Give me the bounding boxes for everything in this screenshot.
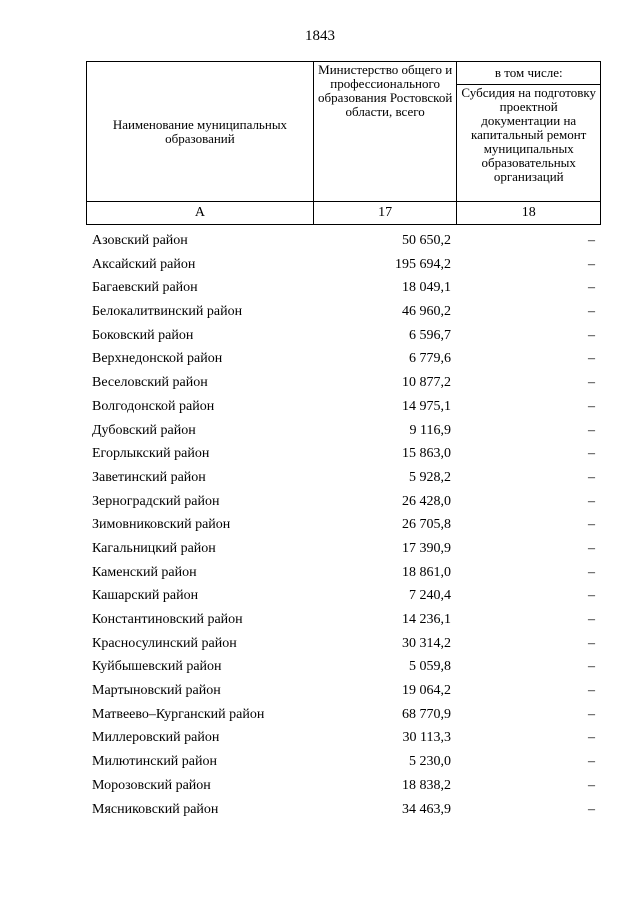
municipality-name: Волгодонской район xyxy=(92,398,215,414)
column-letter-a: А xyxy=(87,202,314,225)
subsidy-value: – xyxy=(588,540,595,556)
municipality-name: Белокалитвинский район xyxy=(92,304,243,320)
subsidy-value: – xyxy=(588,612,595,627)
table-row xyxy=(86,300,601,324)
table-row xyxy=(86,584,601,608)
subsidy-value: – xyxy=(588,446,595,462)
ministry-total-value: 15 863,0 xyxy=(402,446,451,462)
subsidy-value: – xyxy=(588,801,595,817)
municipality-name: Мясниковский район xyxy=(92,801,219,817)
group-header-including: в том числе: xyxy=(457,62,601,85)
subsidy-value: – xyxy=(588,304,595,320)
municipality-name: Кашарский район xyxy=(92,588,199,604)
municipality-name: Мартыновский район xyxy=(92,683,221,699)
subsidy-value: – xyxy=(588,256,595,272)
ministry-total-value: 6 779,6 xyxy=(409,351,451,367)
ministry-total-value: 5 928,2 xyxy=(409,469,451,485)
ministry-total-value: 50 650,2 xyxy=(402,233,451,248)
ministry-total-value: 30 314,2 xyxy=(402,635,451,651)
municipality-name: Куйбышевский район xyxy=(92,659,222,675)
municipality-name: Каменский район xyxy=(92,564,197,580)
ministry-total-value: 26 428,0 xyxy=(402,493,451,509)
subsidy-value: – xyxy=(588,777,595,793)
ministry-total-value: 5 230,0 xyxy=(409,754,451,770)
ministry-total-value: 6 596,7 xyxy=(409,327,451,343)
municipality-name: Зерноградский район xyxy=(92,493,220,509)
subsidy-value: – xyxy=(588,588,595,604)
ministry-total-value: 46 960,2 xyxy=(402,304,451,320)
municipality-name: Милютинский район xyxy=(92,754,218,770)
ministry-total-value: 195 694,2 xyxy=(395,256,451,272)
subsidy-value: – xyxy=(588,375,595,391)
table-row xyxy=(86,798,601,822)
ministry-total-value: 68 770,9 xyxy=(402,706,451,722)
table-row xyxy=(86,276,601,300)
subsidy-value: – xyxy=(588,683,595,699)
column-number-17: 17 xyxy=(313,202,457,225)
subsidy-value: – xyxy=(588,659,595,675)
subsidy-value: – xyxy=(588,233,595,248)
municipality-name: Морозовский район xyxy=(92,777,211,793)
ministry-total-value: 18 861,0 xyxy=(402,564,451,580)
subsidy-value: – xyxy=(588,398,595,414)
ministry-total-value: 18 049,1 xyxy=(402,280,451,296)
table-row xyxy=(86,750,601,774)
table-row xyxy=(86,537,601,561)
municipality-name: Матвеево–Курганский район xyxy=(92,706,265,722)
municipality-name: Заветинский район xyxy=(92,469,206,485)
municipality-name: Веселовский район xyxy=(92,375,208,391)
municipality-name: Зимовниковский район xyxy=(92,517,231,533)
ministry-total-value: 14 236,1 xyxy=(402,612,451,627)
ministry-total-value: 30 113,3 xyxy=(402,730,451,746)
subsidy-value: – xyxy=(588,635,595,651)
table-row xyxy=(86,466,601,490)
municipality-name: Миллеровский район xyxy=(92,730,220,746)
page-number: 1843 xyxy=(305,28,335,44)
subsidy-value: – xyxy=(588,493,595,509)
table-row xyxy=(86,774,601,798)
ministry-total-value: 7 240,4 xyxy=(409,588,451,604)
column-header-18: Субсидия на подготовку проектной документации на капитальный ремонт муниципальных образовательных организаций xyxy=(457,85,601,202)
ministry-total-value: 9 116,9 xyxy=(409,422,451,438)
subsidy-value: – xyxy=(588,564,595,580)
municipality-name: Константиновский район xyxy=(92,612,243,627)
ministry-total-value: 18 838,2 xyxy=(402,777,451,793)
column-header-name: Наименование муниципальных образований xyxy=(87,62,314,202)
ministry-total-value: 5 059,8 xyxy=(409,659,451,675)
subsidy-value: – xyxy=(588,422,595,438)
table-row xyxy=(86,679,601,703)
ministry-total-value: 10 877,2 xyxy=(402,375,451,391)
municipality-name: Багаевский район xyxy=(92,280,198,296)
ministry-total-value: 26 705,8 xyxy=(402,517,451,533)
column-number-18: 18 xyxy=(457,202,601,225)
subsidy-value: – xyxy=(588,469,595,485)
ministry-total-value: 19 064,2 xyxy=(402,683,451,699)
subsidy-value: – xyxy=(588,327,595,343)
table-row xyxy=(86,395,601,419)
table-row xyxy=(86,608,601,632)
municipality-name: Азовский район xyxy=(92,233,188,248)
table-row xyxy=(86,561,601,585)
subsidy-value: – xyxy=(588,754,595,770)
table-row xyxy=(86,324,601,348)
table-row xyxy=(86,371,601,395)
subsidy-value: – xyxy=(588,351,595,367)
subsidy-value: – xyxy=(588,517,595,533)
table-row xyxy=(86,419,601,443)
table-row xyxy=(86,253,601,277)
table-header xyxy=(86,61,601,225)
table-row xyxy=(86,229,601,253)
table-row xyxy=(86,347,601,371)
municipality-name: Кагальницкий район xyxy=(92,540,216,556)
subsidy-value: – xyxy=(588,730,595,746)
subsidy-value: – xyxy=(588,706,595,722)
table-row xyxy=(86,490,601,514)
column-header-17: Министерство общего и профессионального образования Ростовской области, всего xyxy=(313,62,457,202)
municipality-name: Верхнедонской район xyxy=(92,351,223,367)
municipality-name: Аксайский район xyxy=(92,256,196,272)
municipality-name: Красносулинский район xyxy=(92,635,237,651)
table-row xyxy=(86,703,601,727)
municipality-name: Егорлыкский район xyxy=(92,446,210,462)
ministry-total-value: 34 463,9 xyxy=(402,801,451,817)
table-row xyxy=(86,442,601,466)
municipality-name: Дубовский район xyxy=(92,422,196,438)
table-body xyxy=(86,229,601,821)
subsidy-value: – xyxy=(588,280,595,296)
ministry-total-value: 14 975,1 xyxy=(402,398,451,414)
municipality-name: Боковский район xyxy=(92,327,194,343)
table-row xyxy=(86,513,601,537)
table-row xyxy=(86,655,601,679)
table-row xyxy=(86,632,601,656)
table-row xyxy=(86,726,601,750)
ministry-total-value: 17 390,9 xyxy=(402,540,451,556)
